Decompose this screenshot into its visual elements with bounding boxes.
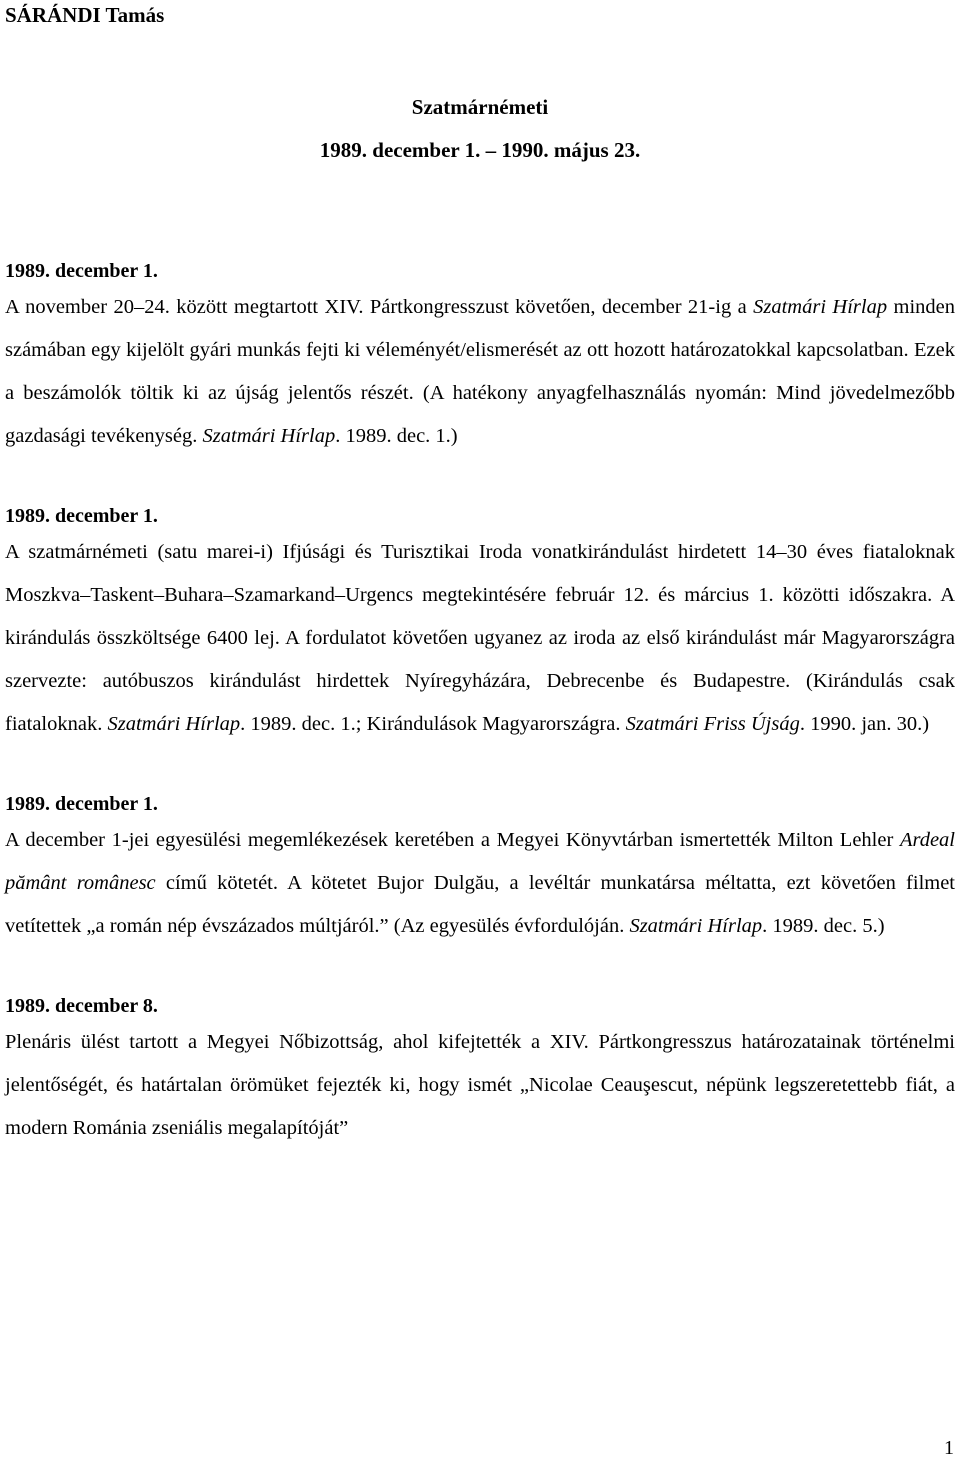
title-period: 1989. december 1. – 1990. május 23. [319, 138, 641, 162]
entry-text [5, 286, 955, 458]
text-run: . 1989. dec. 5.) [762, 915, 885, 937]
text-run: . 1989. dec. 1.; Kirándulások Magyarországra. [240, 713, 626, 735]
chronology-entry [5, 501, 955, 746]
text-run: minden számában egy kijelölt gyári munkás fejti ki véleményét/elismerését az ott hozott határozatokkal kapcsolatban. Ezek a beszámolók töltik ki az újság jelentős részét. (A hatékony anyagfelhasználás nyomán: Mind jövedelmezőbb gazdasági tevékenység. [5, 296, 955, 447]
entry-date: 1989. december 1. [5, 260, 158, 282]
entry-date: 1989. december 1. [5, 505, 158, 527]
text-run: . 1989. dec. 1.) [335, 425, 458, 447]
entry-text [5, 531, 955, 746]
page-number: 1 [944, 1437, 954, 1459]
chronology-entry [5, 991, 955, 1150]
text-run: A december 1-jei egyesülési megemlékezések keretében a Megyei Könyvtárban ismertették Milton Lehler [5, 829, 900, 851]
entry-text [5, 819, 955, 948]
entry-date: 1989. december 1. [5, 793, 158, 815]
title-place: Szatmárnémeti [411, 95, 549, 119]
entry-date: 1989. december 8. [5, 995, 158, 1017]
chronology-entries [5, 256, 955, 1193]
document-title [0, 86, 960, 172]
publication-title: Szatmári Hírlap [753, 296, 888, 318]
publication-title: Szatmári Hírlap [202, 425, 336, 447]
publication-title: Szatmári Hírlap [107, 713, 241, 735]
publication-title: Ardeal pământ românesc [5, 829, 955, 894]
chronology-entry [5, 256, 955, 458]
chronology-entry [5, 789, 955, 948]
entry-text [5, 1021, 955, 1150]
text-run: című kötetét. A kötetet Bujor Dulgău, a levéltár munkatársa méltatta, ezt követően filmet vetítettek „a román nép évszázados múltjáról.” (Az egyesülés évfordulóján. [5, 872, 956, 937]
publication-title: Szatmári Hírlap [629, 915, 763, 937]
publication-title: Szatmári Friss Újság [625, 713, 800, 735]
text-run: . 1990. jan. 30.) [799, 713, 930, 735]
text-run: A november 20–24. között megtartott XIV. Pártkongresszust követően, december 21-ig a [5, 296, 754, 318]
text-run: A szatmárnémeti (satu marei-i) Ifjúsági és Turisztikai Iroda vonatkirándulást hirdetett 14–30 éves fiataloknak Moszkva–Taskent–Buhara–Szamarkand–Urgencs megtekintésére február 12. és március 1. közötti időszakra. A kirándulás összköltsége 6400 lej. A fordulatot követően ugyanez az iroda az első kirándulást már Magyarországra szervezte: autóbuszos kirándulást hirdettek Nyíregyházára, Debrecenbe és Budapestre. (Kirándulás csak fiataloknak. [5, 541, 955, 735]
text-run: Plenáris ülést tartott a Megyei Nőbizottság, ahol kifejtették a XIV. Pártkongresszus határozatainak történelmi jelentőségét, és határtalan örömüket fejezték ki, hogy ismét „Nicolae Ceauşescut, népünk legszeretettebb fiát, a modern Románia zseniális megalapítóját” [5, 1031, 955, 1139]
author-name: SÁRÁNDI Tamás [5, 3, 165, 27]
